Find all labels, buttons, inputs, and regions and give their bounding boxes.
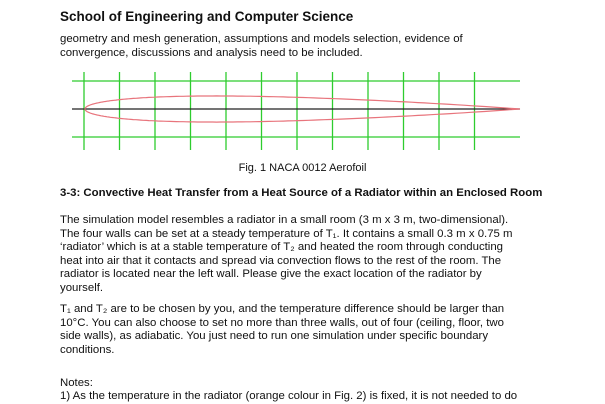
paragraph-line: T₁ and T₂ are to be chosen by you, and the temperature difference should be larger than bbox=[60, 303, 505, 315]
figure-caption: Fig. 1 NACA 0012 Aerofoil bbox=[238, 162, 367, 174]
paragraph-line: heat into air that it contacts and spread via convection flows to the rest of the room. The bbox=[60, 254, 502, 267]
paragraph-line: The simulation model resembles a radiator in a small room (3 m x 3 m, two-dimensional). bbox=[60, 214, 509, 226]
paragraph-radiator-description bbox=[60, 214, 580, 295]
paragraph-line: ‘radiator’ which is at a stable temperature of T₂ and heated the room through conducting bbox=[60, 241, 504, 253]
paragraph-line: yourself. bbox=[60, 281, 104, 294]
paragraph-line: side walls), as adiabatic. You just need to run one simulation under specific boundary bbox=[60, 330, 489, 342]
intro-line: geometry and mesh generation, assumptions and models selection, evidence of bbox=[60, 33, 463, 45]
grid-lines bbox=[72, 72, 520, 150]
intro-paragraph bbox=[60, 33, 580, 60]
note-item: 1) As the temperature in the radiator (orange colour in Fig. 2) is fixed, it is not needed to do bbox=[60, 390, 518, 402]
intro-line: convergence, discussions and analysis need to be included. bbox=[60, 46, 363, 59]
notes-heading: Notes: bbox=[60, 377, 93, 389]
section-title: 3-3: Convective Heat Transfer from a Heat Source of a Radiator within an Enclosed Room bbox=[60, 187, 543, 199]
airfoil-diagram bbox=[72, 68, 532, 158]
naca-airfoil-figure bbox=[72, 68, 532, 163]
paragraph-temperature-conditions bbox=[60, 303, 580, 357]
paragraph-line: 10°C. You can also choose to set no more than three walls, out of four (ceiling, floor, two bbox=[60, 316, 504, 329]
paragraph-line: radiator is located near the left wall. Please give the exact location of the radiator by bbox=[60, 268, 482, 280]
paragraph-line: conditions. bbox=[60, 343, 115, 356]
school-header: School of Engineering and Computer Science bbox=[60, 9, 354, 24]
paragraph-line: The four walls can be set at a steady temperature of T₁. It contains a small 0.3 m x 0.75 m bbox=[60, 227, 513, 240]
